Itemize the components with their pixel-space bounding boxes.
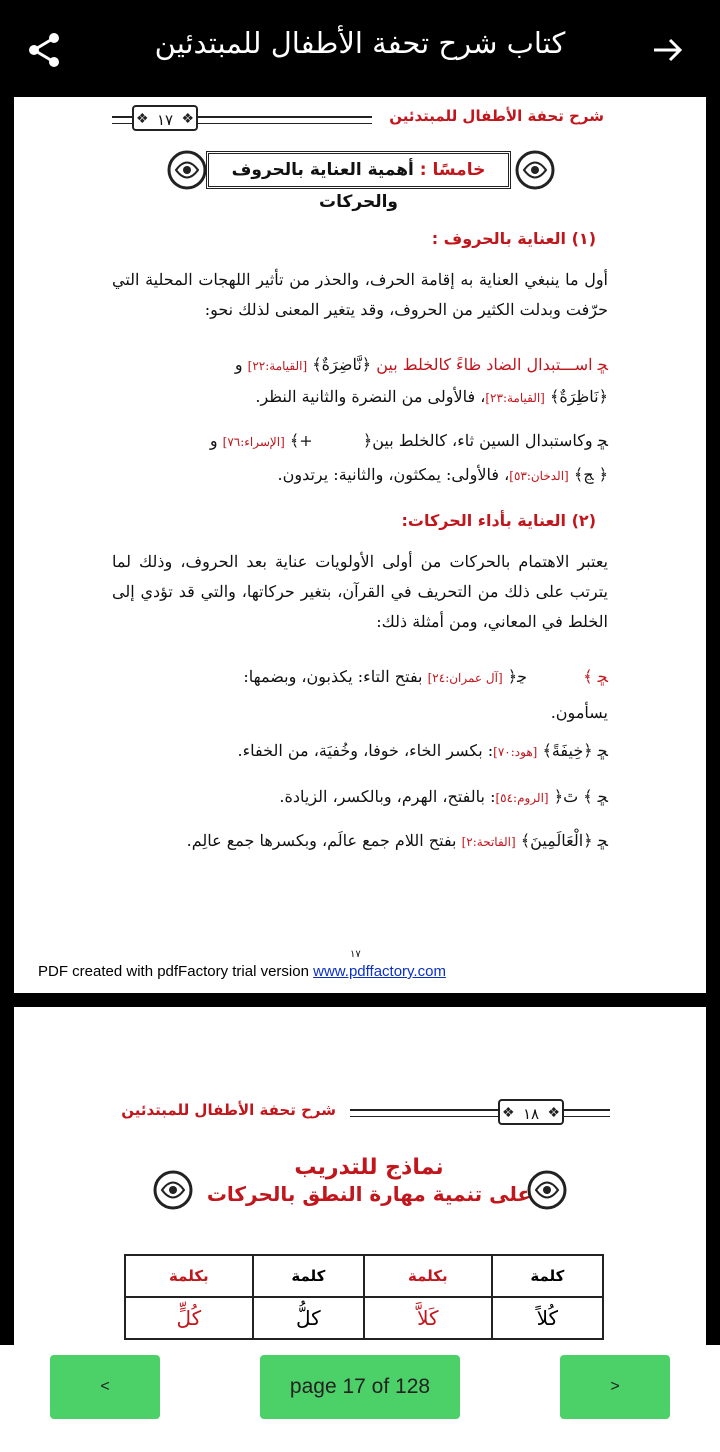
quran-word: ﮁ ﴾ ﭢ﴿ <box>553 787 608 806</box>
subheading-vowels: (٢) العناية بأداء الحركات: <box>401 511 596 530</box>
training-title-line2: على تنمية مهارة النطق بالحركات <box>206 1182 532 1206</box>
quran-word: ﴿نَّاضِرَةٌ﴾ <box>312 355 372 374</box>
footer-text: PDF created with pdfFactory trial version <box>38 963 314 980</box>
example-line <box>210 431 608 450</box>
pdf-footer <box>38 963 446 980</box>
exercise-table <box>124 1254 604 1340</box>
example-text: ، فالأولى من النضرة والثانية النظر. <box>255 387 486 406</box>
section-title-prefix: خامسًا : <box>419 160 486 180</box>
header-rule-left <box>112 116 132 124</box>
pdf-page-17 <box>14 97 706 993</box>
page-header-title: شرح تحفة الأطفال للمبتدئين <box>121 1101 336 1119</box>
page-header-title: شرح تحفة الأطفال للمبتدئين <box>389 107 604 125</box>
page-indicator-button[interactable]: page 17 of 128 <box>260 1355 460 1419</box>
verse-ref: [الإسراء:٧٦] <box>222 435 285 449</box>
table-row <box>125 1297 603 1339</box>
verse-ref: [هود:٧٠] <box>493 745 538 759</box>
page-number-badge: ❖ ١٨ ❖ <box>498 1099 564 1125</box>
example-line <box>278 465 608 484</box>
example-text: : بكسر الخاء، خوفا، وخُفيَة، من الخفاء. <box>237 741 494 760</box>
app-bar <box>0 0 720 96</box>
ornament-icon <box>524 1167 570 1213</box>
app-title: كتاب شرح تحفة الأطفال للمبتدئين <box>154 26 566 60</box>
quran-word: ﮁ ﴿الْعَالَمِينَ﴾ <box>520 831 608 850</box>
pdf-page-18 <box>14 1007 706 1345</box>
section-title <box>206 151 511 212</box>
previous-page-button[interactable]: < <box>50 1355 160 1419</box>
header-rule <box>350 1109 498 1117</box>
ornament-icon <box>150 1167 196 1213</box>
table-header-row <box>125 1255 603 1297</box>
table-header: كلمة <box>492 1255 603 1297</box>
example-text: : بالفتح، الهرم، وبالكسر، الزيادة. <box>279 787 496 806</box>
verse-ref: [الفاتحة:٢] <box>461 835 516 849</box>
verse-ref: [القيامة:٢٢] <box>247 359 308 373</box>
quran-word: +﴾ <box>289 431 313 450</box>
ornament-icon <box>512 147 558 193</box>
quran-word: ﴿ ﭷ﴾ <box>573 465 608 484</box>
table-cell: كُلٍّ <box>125 1297 253 1339</box>
example-text: بفتح التاء: يكذبون، وبضمها: <box>243 667 423 686</box>
example-line <box>238 741 608 760</box>
example-text: ، فالأولى: يمكثون، والثانية: يرتدون. <box>277 465 510 484</box>
table-header: بكلمة <box>364 1255 492 1297</box>
next-page-button[interactable]: > <box>560 1355 670 1419</box>
verse-ref: [آل عمران:٢٤] <box>427 671 503 685</box>
share-icon[interactable] <box>24 30 64 70</box>
paragraph-vowels: يعتبر الاهتمام بالحركات من أولى الأولويات عناية بعد الحروف، وذلك لما يترتب على ذلك من التحريف في القرآن، بتغير حركاتها، والتي قد تؤدي إلى الخلط في المعاني، ومن أمثلة ذلك: <box>112 552 608 631</box>
quran-word: ﴿نَاظِرَةٌ﴾ <box>549 387 608 406</box>
section-title-rest: أهمية العناية بالحروف والحركات <box>231 160 420 212</box>
table-cell: كلُّ <box>253 1297 364 1339</box>
example-text: ﮁ وكاستبدال السين ثاء، كالخلط بين﴿ <box>362 431 608 450</box>
arrow-right-icon[interactable] <box>648 30 688 70</box>
training-title <box>204 1155 534 1206</box>
example-text: و <box>209 431 218 450</box>
page-footer-number: ١٧ <box>350 949 361 960</box>
table-header: كلمة <box>253 1255 364 1297</box>
quran-word: ﭸ﴿ <box>507 667 528 686</box>
page-navigation-bar <box>0 1345 720 1452</box>
header-rule <box>184 116 372 124</box>
verse-ref: [القيامة:٢٣] <box>485 391 545 405</box>
header-rule-right <box>564 1109 610 1117</box>
example-text: ﮁ اســـتبدال الضاد ظاءً كالخلط بين <box>376 355 608 374</box>
example-line <box>279 787 608 806</box>
page-number-badge: ❖ ١٧ ❖ <box>132 105 198 131</box>
example-line <box>235 355 608 374</box>
ornament-icon <box>164 147 210 193</box>
verse-ref: [الروم:٥٤] <box>495 791 549 805</box>
table-cell: كُلاً <box>492 1297 603 1339</box>
paragraph-letters: أول ما ينبغي العناية به إقامة الحرف، والحذر من تأثير اللهجات المحلية التي حرّفت وبدلت الكثير من الحروف، وقد يتغير المعنى لذلك نحو: <box>112 270 608 319</box>
example-line <box>243 667 608 686</box>
training-title-line1: نماذج للتدريب <box>294 1155 444 1180</box>
table-header: بكلمة <box>125 1255 253 1297</box>
example-line: يسأمون. <box>550 703 608 722</box>
verse-ref: [الدخان:٥٣] <box>509 469 569 483</box>
quran-word: ﮁ ﴿خِيفَةً﴾ <box>542 741 608 760</box>
example-line <box>187 831 608 850</box>
example-text: ﮁ ﴾ <box>583 667 608 686</box>
table-cell: كَلاَّ <box>364 1297 492 1339</box>
subheading-letters: (١) العناية بالحروف : <box>431 229 596 248</box>
example-text: بفتح اللام جمع عالَم، وبكسرها جمع عالِم. <box>186 831 457 850</box>
footer-link[interactable]: www.pdffactory.com <box>313 963 446 980</box>
example-line <box>255 387 608 406</box>
example-text: و <box>234 355 243 374</box>
